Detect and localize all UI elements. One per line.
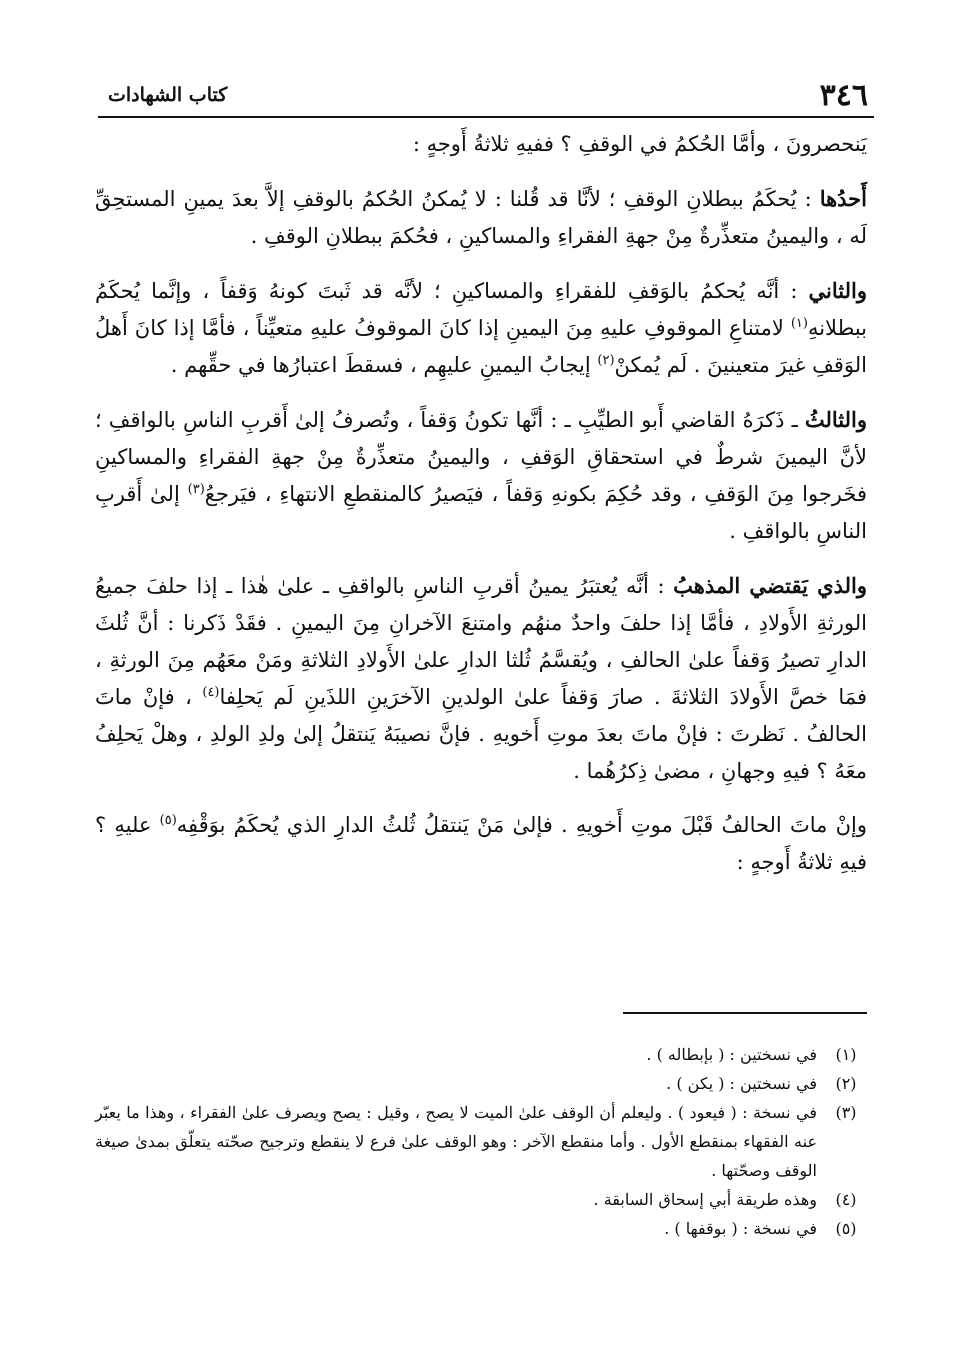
paragraph-final bbox=[95, 807, 867, 881]
footnote-separator bbox=[623, 1012, 867, 1014]
footnote-text: وهذه طريقة أبي إسحاق السابقة . bbox=[593, 1190, 817, 1209]
paragraph-lead: والثالثُ bbox=[804, 407, 867, 432]
paragraph-text: وإنْ ماتَ الحالفُ قَبْلَ موتِ أَخويهِ . فإلىٰ مَنْ يَنتقلُ ثُلثُ الدارِ الذي يُحكَمُ بوَقْفِه bbox=[176, 813, 868, 837]
footnote-number: (٣) bbox=[835, 1103, 857, 1122]
footnotes bbox=[95, 1040, 875, 1243]
paragraph-text: ، فإنْ ماتَ الحالفُ . نَظرتَ : فإنْ ماتَ بعدَ موتِ أَخويهِ . فإنَّ نصيبَهُ يَنتقلُ إلىٰ ولدِ الولدِ ، وهلْ يَحلِفُ معَهُ ؟ فيهِ وجهانِ ، مضىٰ ذِكرُهُما . bbox=[95, 685, 867, 783]
paragraph-second-view bbox=[95, 272, 867, 384]
footnote-marker[interactable]: (٥) bbox=[159, 813, 177, 828]
main-text bbox=[95, 126, 867, 898]
paragraph-text: ـ ذَكرَهُ القاضي أَبو الطيِّبِ ـ : أنَّها تكونُ وَقفاً ، وتُصرفُ إلىٰ أَقربِ الناسِ بالواقفِ ؛ لأنَّ اليمينَ شرطٌ في استحقاقِ الوَقفِ ، واليمينُ متعذِّرةٌ مِنْ جهةِ الفقراءِ والمساكينِ فخَرجوا مِنَ الوَقفِ ، وقد حُكِمَ بكونهِ وَقفاً ، فيَصيرُ كالمنقطعِ الانتهاءِ ، فيَرجعُ bbox=[95, 408, 867, 506]
footnote-number: (٢) bbox=[835, 1074, 857, 1093]
footnote-item bbox=[95, 1069, 875, 1098]
paragraph-text: : أنَّه يُحكمُ بالوَقفِ للفقراءِ والمساكينِ ؛ لأنَّه قد ثَبتَ كونهُ وَقفاً ، وإنَّما يُحكَمُ ببطلانهِ bbox=[95, 279, 867, 340]
footnote-marker[interactable]: (٤) bbox=[202, 685, 220, 700]
footnote-text: في نسخة : ( فيعود ) . وليعلم أن الوقف علىٰ الميت لا يصح ، وقيل : يصح ويصرف علىٰ الفقراء ، وهذا ما يعبّر عنه الفقهاء بمنقطع الأول . وأما منقطع الآخر : وهو الوقف علىٰ فرع لا ينقطع وترجيح صحّته يتعلّق بمدىٰ صيغة الوقف وصحّتها . bbox=[95, 1103, 817, 1180]
footnote-item bbox=[95, 1098, 875, 1185]
footnote-text: في نسخة : ( بوقفها ) . bbox=[664, 1219, 817, 1238]
footnote-item bbox=[95, 1214, 875, 1243]
paragraph-lead: أَحدُها bbox=[819, 186, 867, 211]
footnote-marker[interactable]: (٢) bbox=[597, 353, 615, 368]
page-number: ٣٤٦ bbox=[819, 78, 868, 113]
running-title: كتاب الشهادات bbox=[108, 84, 228, 106]
paragraph-text: : يُحكَمُ ببطلانِ الوقفِ ؛ لأنَّا قد قُلنا : لا يُمكنُ الحُكمُ بالوقفِ إلاَّ بعدَ يمينِ المستحِقِّ لَه ، واليمينُ متعذِّرةٌ مِنْ جهةِ الفقراءِ والمساكينِ ، فحُكمَ ببطلانِ الوقفِ . bbox=[95, 187, 867, 248]
paragraph-intro bbox=[95, 126, 867, 163]
paragraph-first-view bbox=[95, 180, 867, 255]
paragraph-text: يَنحصرونَ ، وأمَّا الحُكمُ في الوقفِ ؟ ففيهِ ثلاثةُ أَوجهٍ : bbox=[412, 132, 867, 156]
paragraph-text: إيجابُ اليمينِ عليهِم ، فسقطَ اعتبارُها في حقِّهم . bbox=[170, 353, 598, 377]
paragraph-lead: والذي يَقتضي المذهبُ bbox=[673, 573, 867, 598]
footnote-item bbox=[95, 1040, 875, 1069]
paragraph-madhhab bbox=[95, 567, 867, 790]
footnote-number: (٤) bbox=[835, 1190, 857, 1209]
paragraph-text: إلىٰ أَقربِ الناسِ بالواقفِ . bbox=[95, 482, 867, 543]
footnote-text: في نسختين : ( يكن ) . bbox=[666, 1074, 817, 1093]
paragraph-text: لامتناعِ الموقوفِ عليهِ مِنَ اليمينِ إذا كانَ الموقوفُ عليهِ متعيِّناً ، فأمَّا إذا كانَ أَهلُ الوَقفِ غيرَ متعينينَ . لَم يُمكنْ bbox=[95, 316, 867, 377]
page-header bbox=[108, 78, 868, 114]
header-rule bbox=[98, 116, 874, 118]
paragraph-text: عليهِ ؟ فيهِ ثلاثةُ أَوجهٍ : bbox=[95, 813, 867, 874]
footnote-text: في نسختين : ( بإبطاله ) . bbox=[646, 1045, 817, 1064]
paragraph-third-view bbox=[95, 401, 867, 550]
paragraph-lead: والثاني bbox=[808, 278, 867, 303]
paragraph-text: : أنَّه يُعتبَرُ يمينُ أقربِ الناسِ بالواقفِ ـ علىٰ هٰذا ـ إذا حلفَ جميعُ الورثةِ الأَولادِ ، فأمَّا إذا حلفَ واحدٌ منهُم وامتنعَ الآخرانِ مِنَ اليمينِ . فقَدْ ذَكرنا : أنَّ ثُلثَ الدارِ تصيرُ وَقفاً علىٰ الحالفِ ، ويُقسَّمُ ثُلثا الدارِ علىٰ الأَولادِ الثلاثةِ ومَنْ معَهُم مِنَ الورثةِ ، فمَا خصَّ الأَولادَ الثلاثةَ . صارَ وَقفاً علىٰ الولدينِ الآخرَينِ اللذَينِ لَم يَحلِفا bbox=[95, 574, 867, 709]
footnote-number: (٥) bbox=[835, 1219, 857, 1238]
footnote-marker[interactable]: (٣) bbox=[187, 482, 205, 497]
footnote-number: (١) bbox=[835, 1045, 857, 1064]
footnote-item bbox=[95, 1185, 875, 1214]
footnote-marker[interactable]: (١) bbox=[790, 316, 808, 331]
